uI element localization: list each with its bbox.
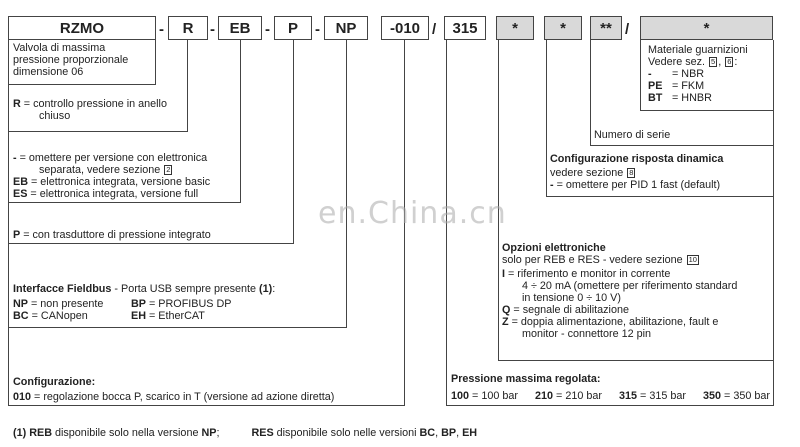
fieldbus-description: Interfacce Fieldbus - Porta USB sempre presente (1): NP = non presente BP = PROFIBUS DP BC = CANopen EH = EtherCAT — [13, 283, 276, 322]
configuration-description: Configurazione: 010 = regolazione bocca P, scarico in T (versione ad azione diretta) — [13, 376, 335, 403]
control-description: R = controllo pressione in anello chiuso — [13, 98, 167, 122]
code-transducer-box — [274, 16, 312, 40]
connector-line — [773, 360, 774, 406]
connector-line — [8, 327, 347, 328]
code-config: -010 — [389, 19, 421, 37]
connector-line — [773, 110, 774, 146]
connector-line — [8, 327, 9, 406]
code-seals-box — [640, 16, 773, 40]
connector-line — [8, 40, 9, 85]
code-seals: * — [703, 19, 710, 37]
max-pressure-description: Pressione massima regolata: 100 = 100 bar 210 = 210 bar 315 = 315 bar 350 = 350 bar — [451, 373, 770, 402]
code-separator-dash: - — [210, 21, 215, 38]
code-control-box — [168, 16, 208, 40]
connector-line — [8, 405, 405, 406]
connector-line — [546, 196, 774, 197]
code-option-dynamic-box — [544, 16, 582, 40]
section-ref-badge: 6 — [727, 57, 732, 66]
connector-line — [346, 40, 347, 328]
code-separator-dash: - — [159, 21, 164, 38]
transducer-description: P = con trasduttore di pressione integrato — [13, 229, 211, 241]
serial-number-label: Numero di serie — [594, 129, 671, 141]
connector-line — [293, 40, 294, 244]
code-fieldbus: NP — [335, 19, 357, 37]
electronics-description: - = omettere per versione con elettronica separata, vedere sezione 2 EB = elettronica integrata, versione basic ES = elettronica integrata, versione full — [13, 152, 211, 200]
code-transducer: P — [287, 19, 298, 37]
code-separator-dash: - — [265, 21, 270, 38]
code-serial-box — [590, 16, 622, 40]
section-ref-badge: 5 — [711, 57, 716, 66]
code-separator-dash: - — [315, 21, 320, 38]
connector-line — [640, 40, 641, 111]
connector-line — [8, 131, 188, 132]
code-electronics-box — [218, 16, 262, 40]
connector-line — [590, 40, 591, 146]
connector-line — [8, 202, 9, 244]
connector-line — [773, 196, 774, 361]
connector-line — [8, 84, 9, 132]
code-config-box — [381, 16, 429, 40]
connector-line — [498, 360, 774, 361]
connector-line — [8, 243, 294, 244]
connector-line — [187, 40, 188, 132]
code-slash: / — [625, 21, 630, 38]
code-option-electronic-box — [496, 16, 534, 40]
code-option-dynamic: * — [560, 19, 566, 37]
connector-line — [8, 84, 156, 85]
connector-line — [640, 110, 774, 111]
code-model: RZMO — [59, 19, 105, 37]
connector-line — [773, 40, 774, 111]
code-control: R — [182, 19, 194, 37]
connector-line — [240, 40, 241, 203]
connector-line — [446, 405, 774, 406]
connector-line — [155, 40, 156, 85]
code-serial: ** — [600, 19, 612, 37]
section-ref-badge: 2 — [166, 165, 171, 174]
code-pressure-box — [444, 16, 486, 40]
dynamic-response-description: Configurazione risposta dinamica vedere sezione 8 - = omettere per PID 1 fast (default) — [550, 153, 724, 191]
code-electronics: EB — [229, 19, 251, 37]
code-model-box — [8, 16, 156, 40]
connector-line — [590, 145, 774, 146]
section-ref-badge: 10 — [688, 255, 697, 264]
code-pressure: 315 — [452, 19, 478, 37]
connector-line — [8, 202, 241, 203]
connector-line — [546, 40, 547, 197]
watermark-logo: en.China.cn — [318, 196, 507, 231]
code-option-electronic: * — [512, 19, 518, 37]
connector-line — [8, 131, 9, 203]
electronic-options-description: Opzioni elettroniche solo per REB e RES - vedere sezione 10 I = riferimento e monitor in corrente 4 ÷ 20 mA (omettere per riferimento standard in tensione 0 ÷ 10 V) Q = segnale di abilitazione Z = doppia alimentazione, abilitazione, fault e monitor - connettore 12 pin — [502, 242, 738, 340]
connector-line — [773, 145, 774, 197]
model-description: Valvola di massima pressione proporzionale dimensione 06 — [13, 42, 129, 78]
seals-description: Materiale guarnizioni Vedere sez. 5 , 6 : - = NBR PE = FKM BT = HNBR — [648, 44, 748, 104]
section-ref-badge: 8 — [629, 168, 634, 177]
footnote: (1) REB disponibile solo nella versione NP; RES disponibile solo nelle versioni BC, BP, EH — [13, 427, 478, 439]
code-slash: / — [432, 21, 437, 38]
code-fieldbus-box — [324, 16, 368, 40]
connector-line — [8, 243, 9, 328]
